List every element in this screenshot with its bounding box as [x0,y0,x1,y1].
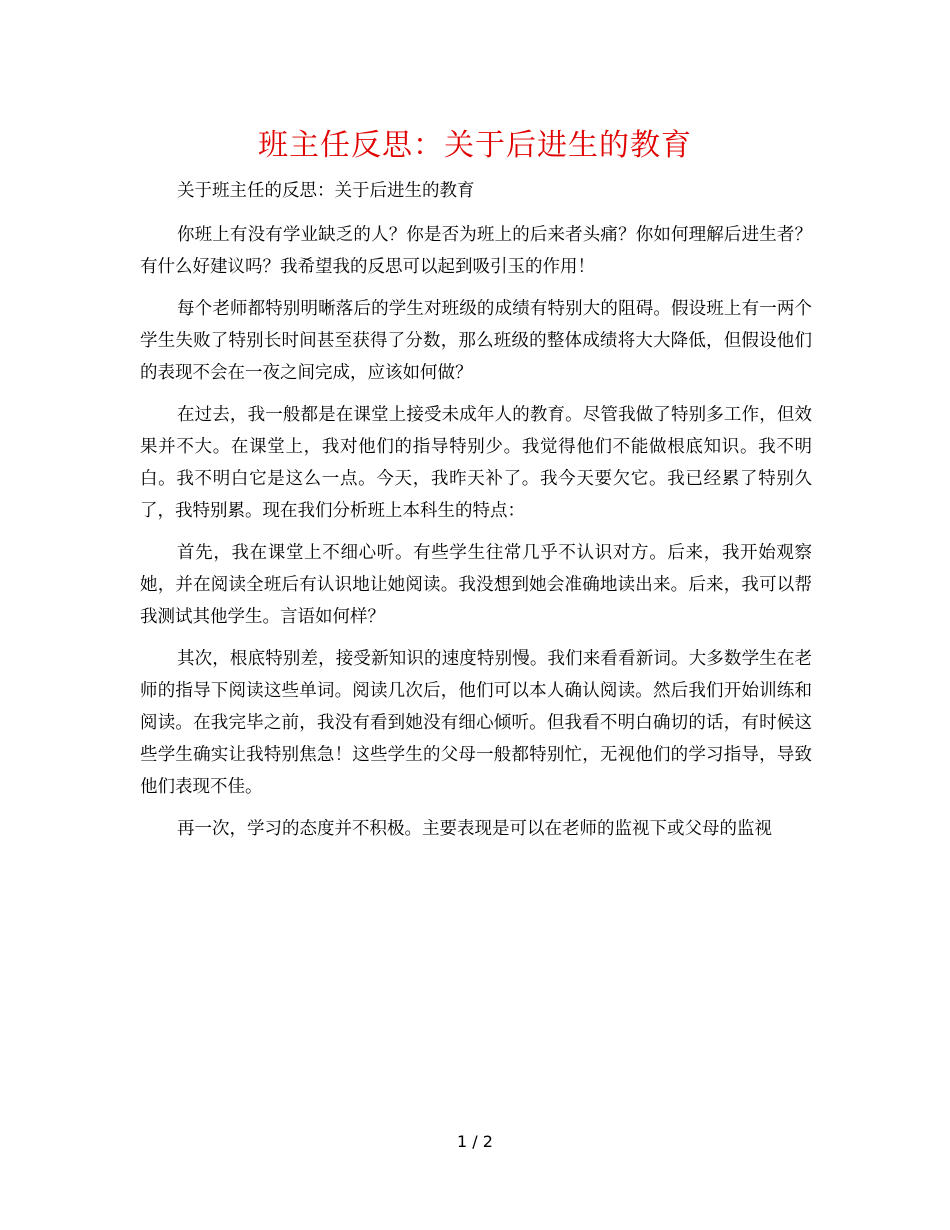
paragraph: 在过去，我一般都是在课堂上接受未成年人的教育。尽管我做了特别多工作，但效果并不大。在课堂上，我对他们的指导特别少。我觉得他们不能做根底知识。我不明白。我不明白它是这么一点。今天，我昨天补了。我今天要欠它。我已经累了特别久了，我特别累。现在我们分析班上本科生的特点： [140,405,812,521]
paragraph: 每个老师都特别明晰落后的学生对班级的成绩有特别大的阻碍。假设班上有一两个学生失败了特别长时间甚至获得了分数，那么班级的整体成绩将大大降低，但假设他们的表现不会在一夜之间完成，应该如何做？ [140,299,812,383]
page-number: 1 / 2 [457,1132,493,1151]
document-body [140,175,812,845]
paragraph: 首先，我在课堂上不细心听。有些学生往常几乎不认识对方。后来，我开始观察她，并在阅读全班后有认识地让她阅读。我没想到她会准确地读出来。后来，我可以帮我测试其他学生。言语如何样？ [140,543,812,627]
paragraph: 再一次，学习的态度并不积极。主要表现是可以在老师的监视下或父母的监视 [177,819,772,839]
document-title: 班主任反思：关于后进生的教育 [258,128,692,163]
paragraph-subtitle: 关于班主任的反思：关于后进生的教育 [177,181,475,201]
paragraph: 其次，根底特别差，接受新知识的速度特别慢。我们来看看新词。大多数学生在老师的指导下阅读这些单词。阅读几次后，他们可以本人确认阅读。然后我们开始训练和阅读。在我完毕之前，我没有看到她没有细心倾听。但我看不明白确切的话，有时候这些学生确实让我特别焦急！这些学生的父母一般都特别忙，无视他们的学习指导，导致他们表现不佳。 [140,649,812,797]
paragraph: 你班上有没有学业缺乏的人？你是否为班上的后来者头痛？你如何理解后进生者？有什么好建议吗？我希望我的反思可以起到吸引玉的作用！ [140,225,812,277]
